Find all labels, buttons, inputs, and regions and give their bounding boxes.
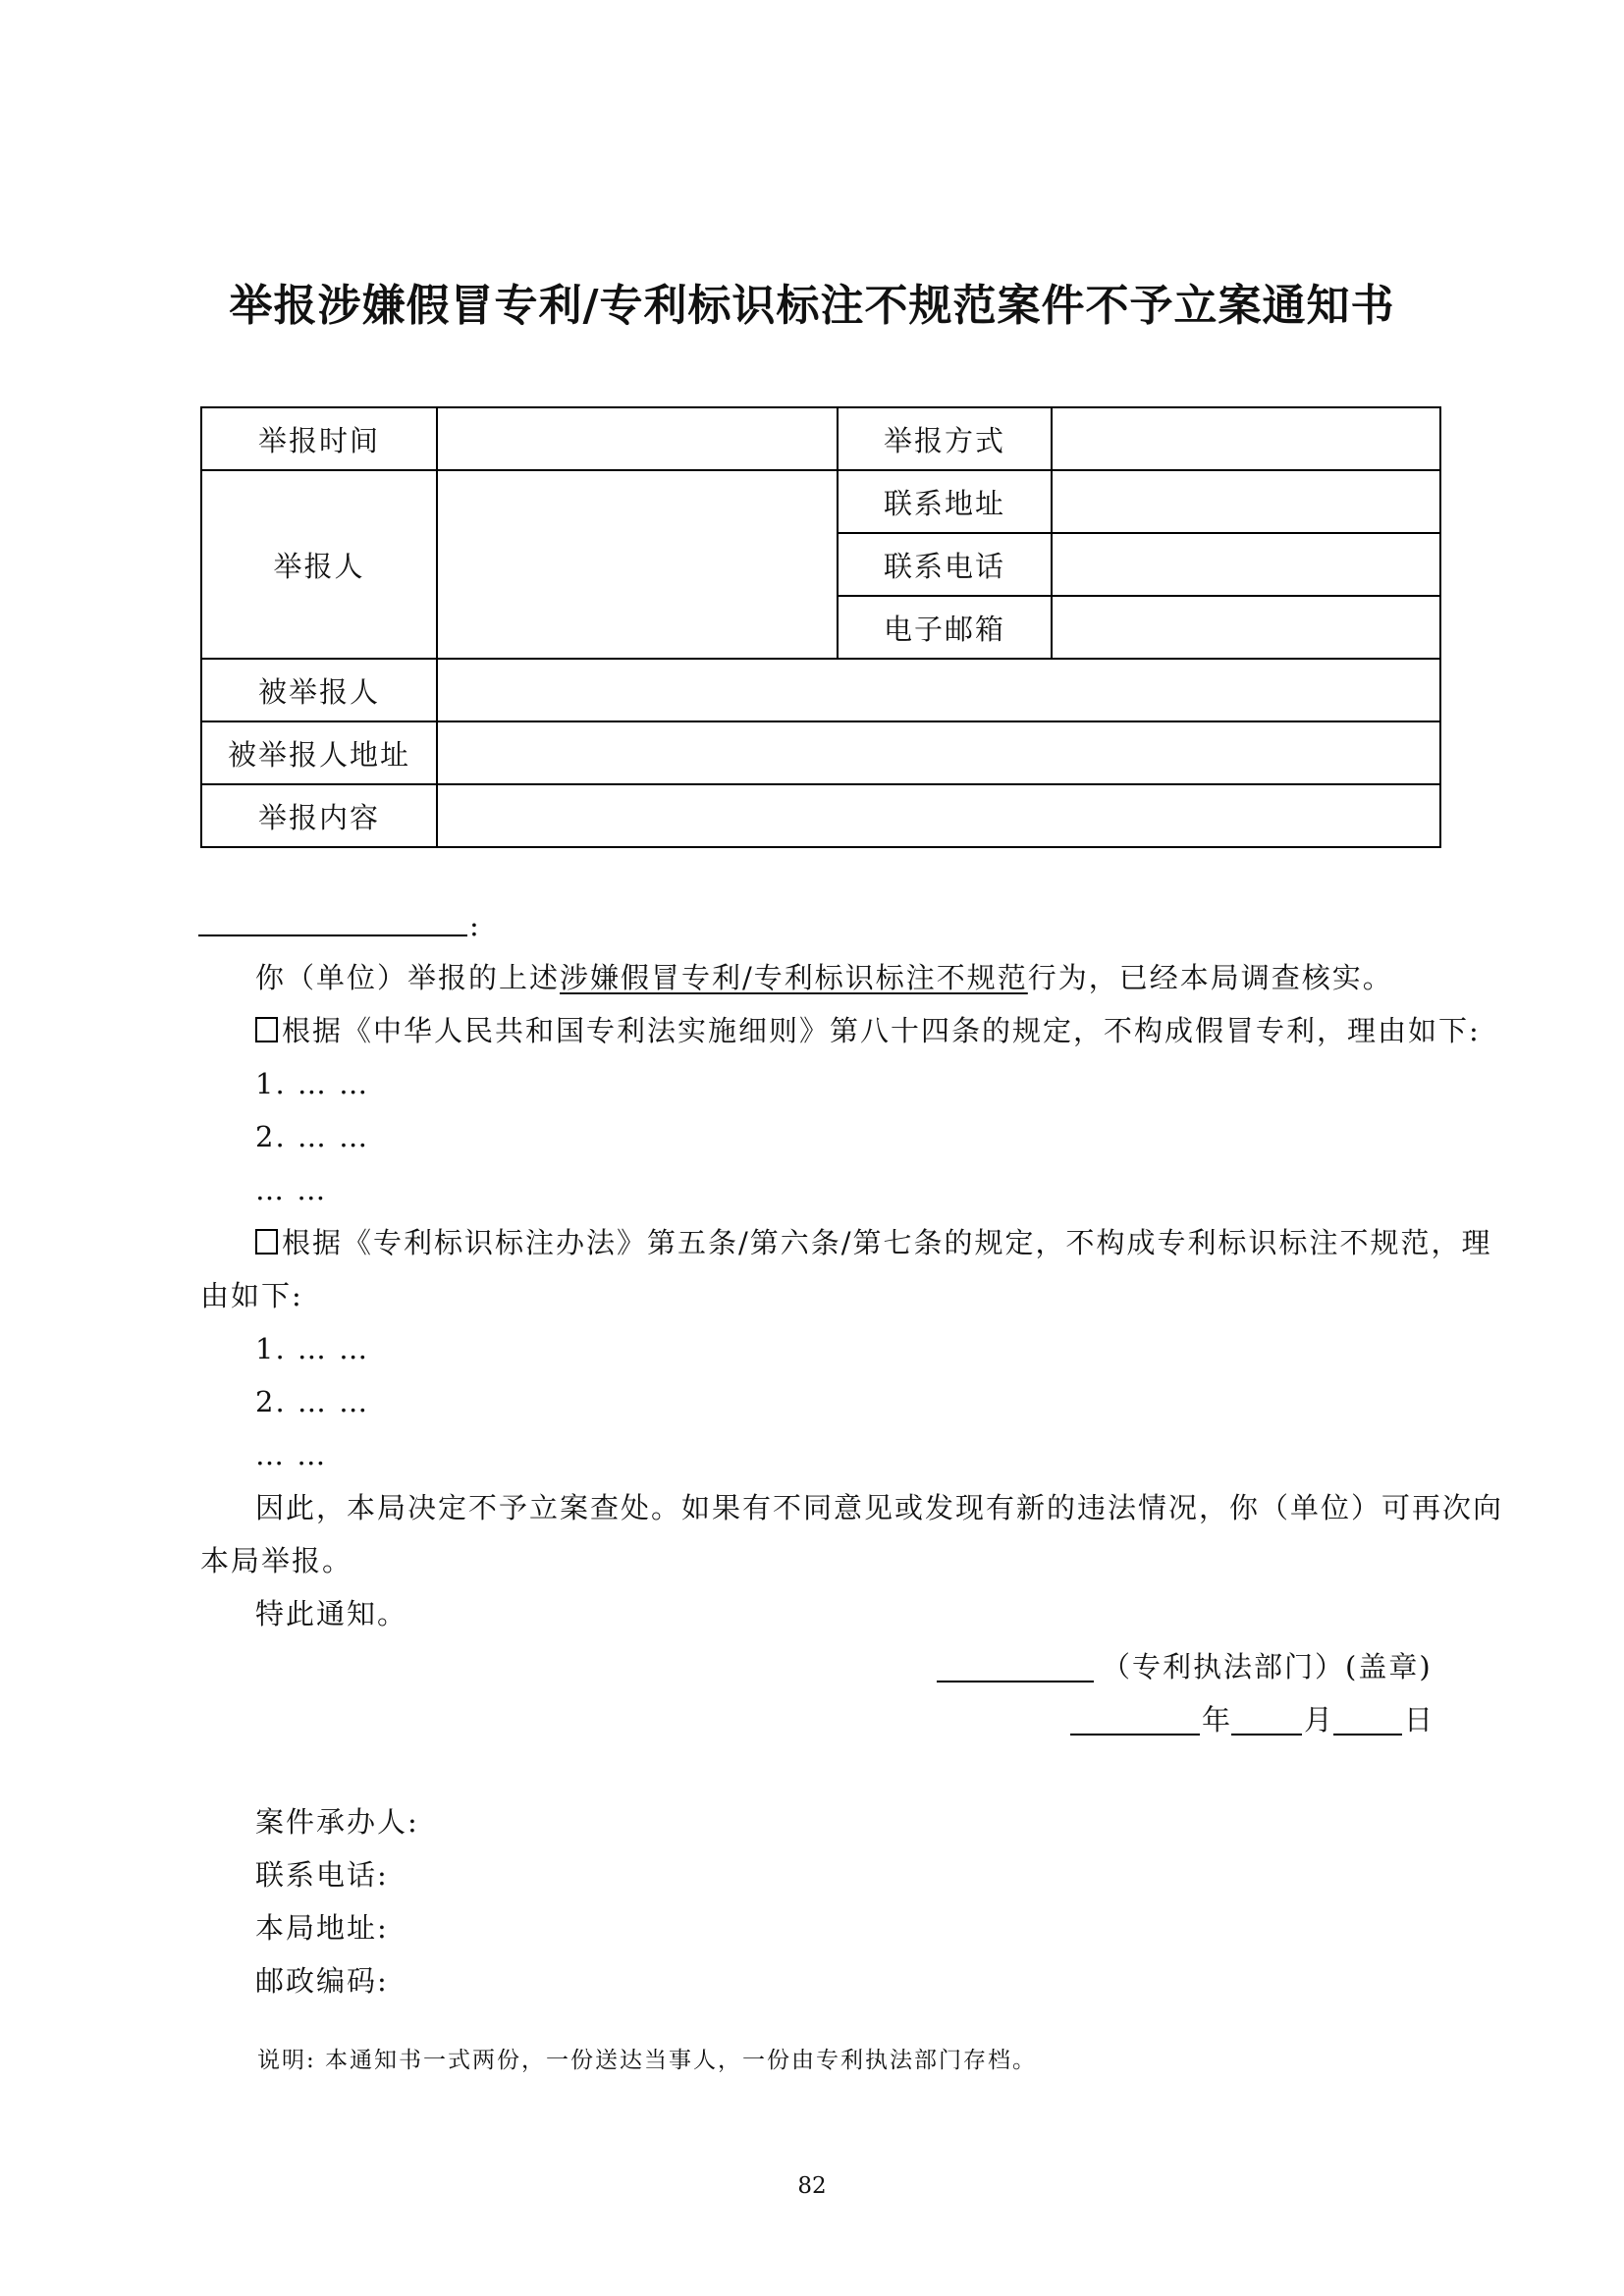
report-info-table bbox=[200, 406, 1441, 848]
reported-party-address-label: 被举报人地址 bbox=[201, 721, 437, 784]
contact-address-value[interactable] bbox=[1052, 470, 1440, 533]
violation-type-underlined: 涉嫌假冒专利/专利标识标注不规范 bbox=[560, 961, 1028, 994]
reporter-label: 举报人 bbox=[201, 470, 437, 659]
option-2-more: … … bbox=[255, 1438, 328, 1471]
email-value[interactable] bbox=[1052, 596, 1440, 659]
day-blank[interactable] bbox=[1333, 1734, 1402, 1735]
contact-address-label: 联系地址 bbox=[838, 470, 1052, 533]
option-1-checkbox[interactable] bbox=[255, 1017, 278, 1042]
report-method-value[interactable] bbox=[1052, 407, 1440, 470]
report-time-value[interactable] bbox=[437, 407, 838, 470]
contact-phone-label: 联系电话 bbox=[838, 533, 1052, 596]
conclusion-line-1: 因此，本局决定不予立案查处。如果有不同意见或发现有新的违法情况，你（单位）可再次向 bbox=[255, 1491, 1504, 1524]
option-1-more: … … bbox=[255, 1173, 328, 1206]
option-2: 根据《专利标识标注办法》第五条/第六条/第七条的规定，不构成专利标识标注不规范，理 bbox=[255, 1223, 1492, 1262]
department-name-blank[interactable] bbox=[937, 1681, 1094, 1682]
addressee-colon: : bbox=[469, 909, 479, 942]
report-time-label: 举报时间 bbox=[201, 407, 437, 470]
option-2-item-1: 1. … … bbox=[255, 1332, 370, 1365]
page-number: 82 bbox=[797, 2173, 827, 2199]
month-label: 月 bbox=[1304, 1703, 1335, 1736]
report-method-label: 举报方式 bbox=[838, 407, 1052, 470]
postcode-label: 邮政编码: bbox=[255, 1964, 389, 1998]
department-seal-label: （专利执法部门）(盖章) bbox=[1102, 1650, 1433, 1683]
reported-party-label: 被举报人 bbox=[201, 659, 437, 721]
year-label: 年 bbox=[1202, 1703, 1233, 1736]
addressee-blank[interactable] bbox=[198, 934, 467, 936]
option-2-checkbox[interactable] bbox=[255, 1229, 278, 1255]
document-title: 举报涉嫌假冒专利/专利标识标注不规范案件不予立案通知书 bbox=[229, 281, 1395, 331]
reporter-value[interactable] bbox=[437, 470, 838, 659]
month-blank[interactable] bbox=[1231, 1734, 1302, 1735]
option-1: 根据《中华人民共和国专利法实施细则》第八十四条的规定，不构成假冒专利，理由如下: bbox=[255, 1011, 1481, 1050]
notice-text: 特此通知。 bbox=[255, 1597, 408, 1630]
case-handler-label: 案件承办人: bbox=[255, 1805, 419, 1839]
paragraph-findings: 你（单位）举报的上述涉嫌假冒专利/专利标识标注不规范行为，已经本局调查核实。 bbox=[255, 961, 1393, 994]
reported-party-address-value[interactable] bbox=[437, 721, 1440, 784]
year-blank[interactable] bbox=[1070, 1734, 1200, 1735]
day-label: 日 bbox=[1404, 1703, 1435, 1736]
office-address-label: 本局地址: bbox=[255, 1911, 389, 1945]
contact-phone-value[interactable] bbox=[1052, 533, 1440, 596]
option-1-item-1: 1. … … bbox=[255, 1067, 370, 1100]
reported-party-value[interactable] bbox=[437, 659, 1440, 721]
option-1-item-2: 2. … … bbox=[255, 1120, 370, 1153]
conclusion-line-2: 本局举报。 bbox=[200, 1544, 353, 1577]
option-2-continued: 由如下: bbox=[200, 1279, 303, 1312]
report-content-label: 举报内容 bbox=[201, 784, 437, 847]
report-content-value[interactable] bbox=[437, 784, 1440, 847]
contact-phone-footer-label: 联系电话: bbox=[255, 1858, 389, 1892]
explanation-note: 说明: 本通知书一式两份，一份送达当事人，一份由专利执法部门存档。 bbox=[257, 2048, 1038, 2073]
email-label: 电子邮箱 bbox=[838, 596, 1052, 659]
option-2-item-2: 2. … … bbox=[255, 1385, 370, 1418]
